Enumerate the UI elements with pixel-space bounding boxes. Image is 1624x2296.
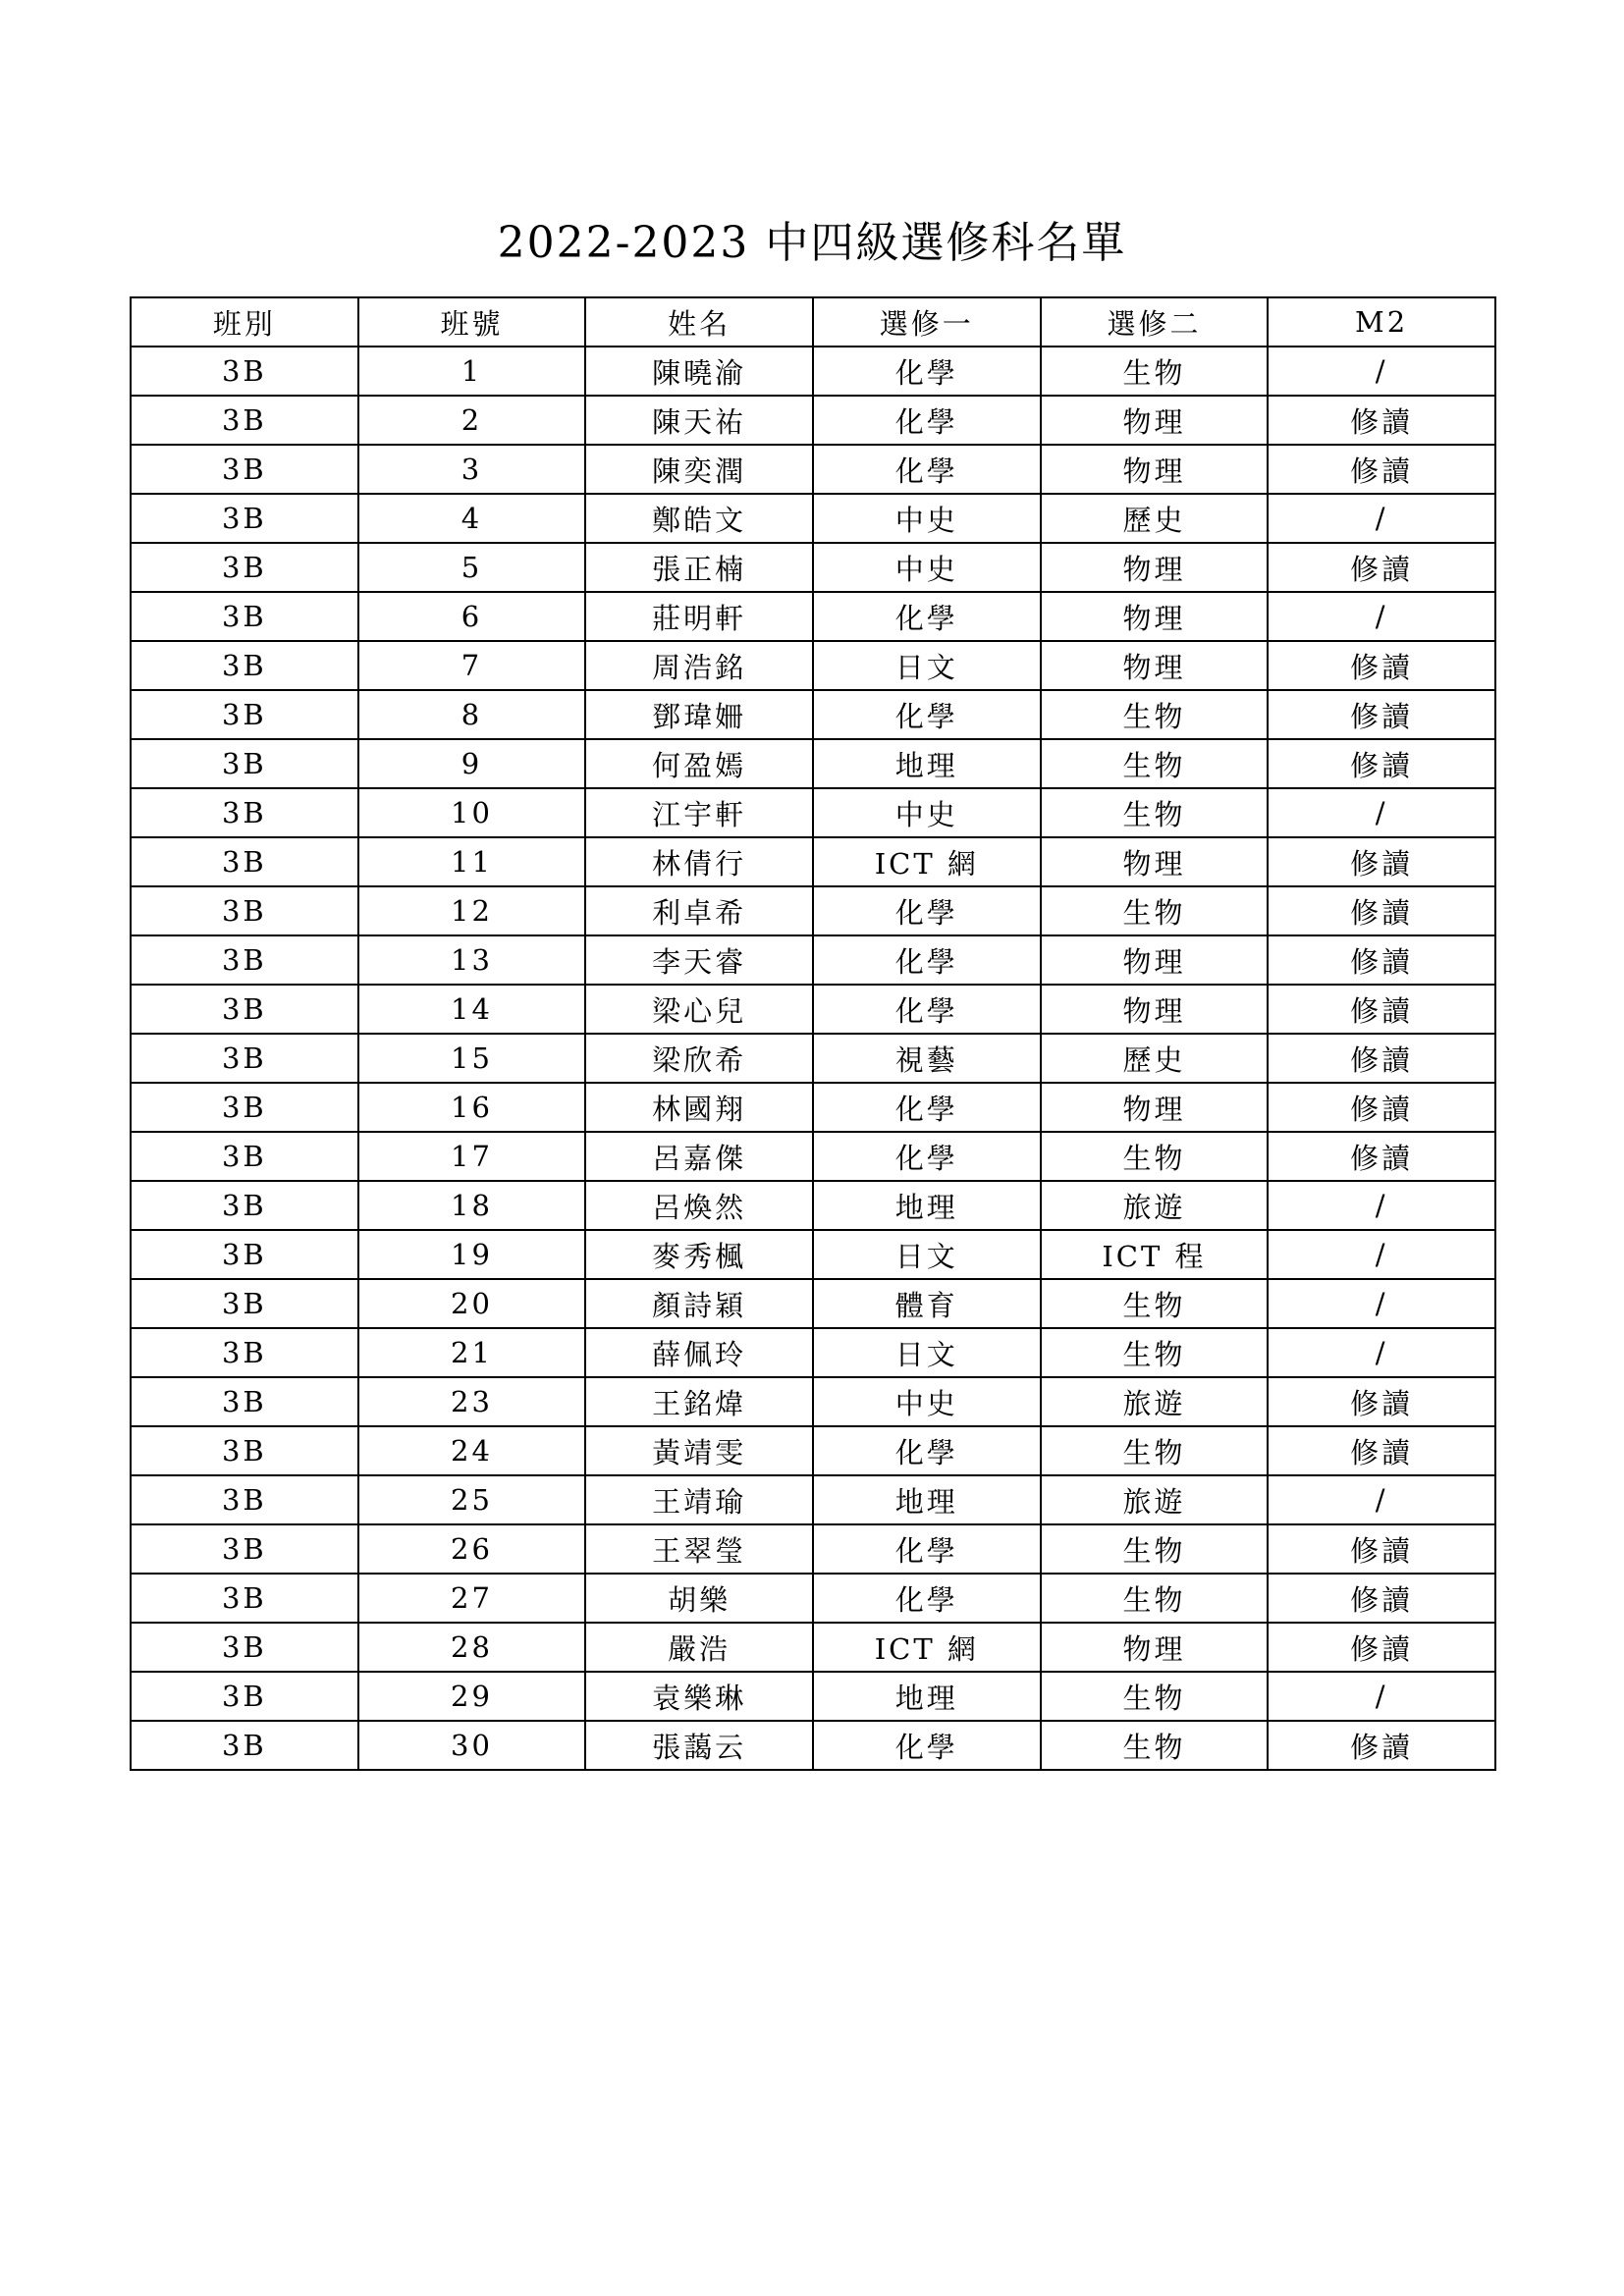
m2-cell: 修讀 (1268, 1524, 1495, 1574)
elective-2-cell: 生物 (1041, 690, 1269, 739)
class-cell: 3B (131, 641, 358, 690)
m2-cell: / (1268, 1328, 1495, 1377)
m2-cell: 修讀 (1268, 886, 1495, 935)
class-cell: 3B (131, 1328, 358, 1377)
elective-1-cell: 化學 (813, 445, 1041, 494)
elective-2-cell: 生物 (1041, 886, 1269, 935)
student-name-cell: 袁樂琳 (585, 1672, 813, 1721)
m2-cell: 修讀 (1268, 543, 1495, 592)
student-name-cell: 鄧瑋姍 (585, 690, 813, 739)
elective-1-cell: 日文 (813, 641, 1041, 690)
elective-1-cell: 化學 (813, 592, 1041, 641)
class-cell: 3B (131, 1574, 358, 1623)
elective-1-cell: 化學 (813, 1721, 1041, 1770)
m2-cell: 修讀 (1268, 396, 1495, 445)
elective-1-cell: 地理 (813, 739, 1041, 788)
table-row (131, 1475, 1495, 1524)
elective-1-cell: 化學 (813, 347, 1041, 396)
class-cell: 3B (131, 837, 358, 886)
class-number-cell: 19 (358, 1230, 586, 1279)
class-cell: 3B (131, 1132, 358, 1181)
class-number-cell: 9 (358, 739, 586, 788)
table-row (131, 1034, 1495, 1083)
class-cell: 3B (131, 935, 358, 985)
class-number-cell: 14 (358, 985, 586, 1034)
table-row (131, 1083, 1495, 1132)
table-row (131, 935, 1495, 985)
m2-cell: / (1268, 592, 1495, 641)
table-row (131, 1721, 1495, 1770)
m2-cell: 修讀 (1268, 1377, 1495, 1426)
class-number-cell: 17 (358, 1132, 586, 1181)
elective-2-cell: 物理 (1041, 935, 1269, 985)
elective-2-cell: 生物 (1041, 1672, 1269, 1721)
elective-2-cell: 生物 (1041, 1328, 1269, 1377)
class-cell: 3B (131, 1279, 358, 1328)
m2-cell: 修讀 (1268, 1623, 1495, 1672)
elective-1-cell: 化學 (813, 886, 1041, 935)
table-row (131, 690, 1495, 739)
elective-2-cell: 生物 (1041, 739, 1269, 788)
m2-cell: / (1268, 1181, 1495, 1230)
table-row (131, 1574, 1495, 1623)
page-title: 2022-2023 中四級選修科名單 (497, 218, 1127, 268)
student-name-cell: 李天睿 (585, 935, 813, 985)
class-number-cell: 25 (358, 1475, 586, 1524)
student-name-cell: 張藹云 (585, 1721, 813, 1770)
elective-1-cell: 中史 (813, 494, 1041, 543)
student-name-cell: 呂嘉傑 (585, 1132, 813, 1181)
table-row (131, 985, 1495, 1034)
student-name-cell: 梁欣希 (585, 1034, 813, 1083)
table-row (131, 1279, 1495, 1328)
student-name-cell: 呂煥然 (585, 1181, 813, 1230)
elective-2-cell: 物理 (1041, 837, 1269, 886)
class-cell: 3B (131, 985, 358, 1034)
m2-cell: 修讀 (1268, 690, 1495, 739)
m2-cell: / (1268, 1279, 1495, 1328)
elective-1-cell: ICT 網 (813, 1623, 1041, 1672)
student-name-cell: 陳奕潤 (585, 445, 813, 494)
table-row (131, 592, 1495, 641)
student-name-cell: 利卓希 (585, 886, 813, 935)
student-name-cell: 嚴浩 (585, 1623, 813, 1672)
student-name-cell: 何盈嫣 (585, 739, 813, 788)
class-number-cell: 15 (358, 1034, 586, 1083)
elective-1-cell: 化學 (813, 1574, 1041, 1623)
class-number-cell: 26 (358, 1524, 586, 1574)
student-name-cell: 林倩行 (585, 837, 813, 886)
class-number-cell: 2 (358, 396, 586, 445)
elective-1-cell: 化學 (813, 396, 1041, 445)
class-cell: 3B (131, 886, 358, 935)
table-row (131, 1672, 1495, 1721)
elective-1-cell: 化學 (813, 1132, 1041, 1181)
table-row (131, 788, 1495, 837)
elective-2-cell: 生物 (1041, 788, 1269, 837)
elective-1-cell: 日文 (813, 1230, 1041, 1279)
class-number-cell: 27 (358, 1574, 586, 1623)
table-row (131, 347, 1495, 396)
table-row (131, 739, 1495, 788)
m2-cell: 修讀 (1268, 445, 1495, 494)
table-row (131, 1377, 1495, 1426)
table-row (131, 641, 1495, 690)
student-name-cell: 周浩銘 (585, 641, 813, 690)
elective-1-cell: 中史 (813, 543, 1041, 592)
student-name-cell: 顏詩穎 (585, 1279, 813, 1328)
header-class: 班別 (131, 297, 358, 347)
table-row (131, 1623, 1495, 1672)
student-name-cell: 林國翔 (585, 1083, 813, 1132)
class-cell: 3B (131, 445, 358, 494)
class-cell: 3B (131, 396, 358, 445)
elective-1-cell: 地理 (813, 1181, 1041, 1230)
header-m2: M2 (1268, 297, 1495, 347)
class-cell: 3B (131, 1083, 358, 1132)
class-number-cell: 8 (358, 690, 586, 739)
elective-2-cell: 生物 (1041, 1279, 1269, 1328)
elective-1-cell: ICT 網 (813, 837, 1041, 886)
table-row (131, 543, 1495, 592)
class-number-cell: 29 (358, 1672, 586, 1721)
elective-2-cell: 旅遊 (1041, 1377, 1269, 1426)
class-cell: 3B (131, 1721, 358, 1770)
elective-2-cell: 生物 (1041, 347, 1269, 396)
elective-2-cell: 生物 (1041, 1574, 1269, 1623)
student-name-cell: 薛佩玲 (585, 1328, 813, 1377)
elective-1-cell: 體育 (813, 1279, 1041, 1328)
class-number-cell: 5 (358, 543, 586, 592)
elective-1-cell: 中史 (813, 1377, 1041, 1426)
student-name-cell: 陳曉渝 (585, 347, 813, 396)
elective-1-cell: 地理 (813, 1475, 1041, 1524)
elective-1-cell: 化學 (813, 1083, 1041, 1132)
elective-1-cell: 日文 (813, 1328, 1041, 1377)
m2-cell: 修讀 (1268, 739, 1495, 788)
class-number-cell: 20 (358, 1279, 586, 1328)
m2-cell: / (1268, 494, 1495, 543)
elective-roster-table (130, 296, 1496, 1771)
m2-cell: 修讀 (1268, 1132, 1495, 1181)
elective-2-cell: 生物 (1041, 1721, 1269, 1770)
class-number-cell: 18 (358, 1181, 586, 1230)
elective-2-cell: 旅遊 (1041, 1181, 1269, 1230)
class-cell: 3B (131, 543, 358, 592)
elective-2-cell: 物理 (1041, 641, 1269, 690)
class-cell: 3B (131, 1230, 358, 1279)
m2-cell: 修讀 (1268, 1426, 1495, 1475)
elective-1-cell: 中史 (813, 788, 1041, 837)
m2-cell: 修讀 (1268, 641, 1495, 690)
m2-cell: 修讀 (1268, 837, 1495, 886)
elective-1-cell: 化學 (813, 985, 1041, 1034)
class-cell: 3B (131, 788, 358, 837)
elective-1-cell: 化學 (813, 1524, 1041, 1574)
class-number-cell: 13 (358, 935, 586, 985)
table-row (131, 1524, 1495, 1574)
class-number-cell: 6 (358, 592, 586, 641)
table-row (131, 1328, 1495, 1377)
m2-cell: 修讀 (1268, 1083, 1495, 1132)
class-number-cell: 21 (358, 1328, 586, 1377)
class-number-cell: 7 (358, 641, 586, 690)
class-number-cell: 11 (358, 837, 586, 886)
table-header-row (131, 297, 1495, 347)
class-cell: 3B (131, 1524, 358, 1574)
student-name-cell: 王靖瑜 (585, 1475, 813, 1524)
class-cell: 3B (131, 1672, 358, 1721)
table-row (131, 1181, 1495, 1230)
elective-1-cell: 化學 (813, 1426, 1041, 1475)
header-elective-2: 選修二 (1041, 297, 1269, 347)
class-cell: 3B (131, 494, 358, 543)
m2-cell: / (1268, 788, 1495, 837)
class-cell: 3B (131, 739, 358, 788)
elective-2-cell: 生物 (1041, 1426, 1269, 1475)
student-name-cell: 胡樂 (585, 1574, 813, 1623)
m2-cell: / (1268, 347, 1495, 396)
class-cell: 3B (131, 1426, 358, 1475)
elective-2-cell: 生物 (1041, 1132, 1269, 1181)
class-cell: 3B (131, 592, 358, 641)
header-elective-1: 選修一 (813, 297, 1041, 347)
elective-2-cell: 物理 (1041, 396, 1269, 445)
student-name-cell: 鄭皓文 (585, 494, 813, 543)
elective-1-cell: 地理 (813, 1672, 1041, 1721)
elective-2-cell: 物理 (1041, 1623, 1269, 1672)
table-row (131, 445, 1495, 494)
student-name-cell: 江宇軒 (585, 788, 813, 837)
m2-cell: 修讀 (1268, 1721, 1495, 1770)
class-cell: 3B (131, 1623, 358, 1672)
elective-2-cell: 物理 (1041, 543, 1269, 592)
class-number-cell: 30 (358, 1721, 586, 1770)
m2-cell: 修讀 (1268, 935, 1495, 985)
class-number-cell: 4 (358, 494, 586, 543)
elective-2-cell: 物理 (1041, 592, 1269, 641)
class-number-cell: 24 (358, 1426, 586, 1475)
class-number-cell: 16 (358, 1083, 586, 1132)
header-name: 姓名 (585, 297, 813, 347)
class-number-cell: 3 (358, 445, 586, 494)
class-number-cell: 1 (358, 347, 586, 396)
student-name-cell: 黃靖雯 (585, 1426, 813, 1475)
elective-2-cell: 物理 (1041, 1083, 1269, 1132)
elective-2-cell: ICT 程 (1041, 1230, 1269, 1279)
student-name-cell: 梁心兒 (585, 985, 813, 1034)
class-number-cell: 10 (358, 788, 586, 837)
m2-cell: 修讀 (1268, 985, 1495, 1034)
table-row (131, 886, 1495, 935)
m2-cell: / (1268, 1672, 1495, 1721)
table-row (131, 837, 1495, 886)
table-body (131, 347, 1495, 1770)
table-row (131, 494, 1495, 543)
table-row (131, 1426, 1495, 1475)
student-name-cell: 王銘煒 (585, 1377, 813, 1426)
class-number-cell: 28 (358, 1623, 586, 1672)
student-name-cell: 張正楠 (585, 543, 813, 592)
table-row (131, 1230, 1495, 1279)
class-cell: 3B (131, 1181, 358, 1230)
table-row (131, 396, 1495, 445)
class-number-cell: 12 (358, 886, 586, 935)
m2-cell: 修讀 (1268, 1034, 1495, 1083)
class-cell: 3B (131, 690, 358, 739)
m2-cell: / (1268, 1475, 1495, 1524)
elective-2-cell: 旅遊 (1041, 1475, 1269, 1524)
m2-cell: 修讀 (1268, 1574, 1495, 1623)
table-row (131, 1132, 1495, 1181)
elective-1-cell: 視藝 (813, 1034, 1041, 1083)
class-cell: 3B (131, 1475, 358, 1524)
class-cell: 3B (131, 347, 358, 396)
class-cell: 3B (131, 1034, 358, 1083)
header-class-number: 班號 (358, 297, 586, 347)
student-name-cell: 陳天祐 (585, 396, 813, 445)
elective-1-cell: 化學 (813, 690, 1041, 739)
elective-2-cell: 物理 (1041, 985, 1269, 1034)
student-name-cell: 麥秀楓 (585, 1230, 813, 1279)
student-name-cell: 莊明軒 (585, 592, 813, 641)
elective-2-cell: 物理 (1041, 445, 1269, 494)
elective-1-cell: 化學 (813, 935, 1041, 985)
class-cell: 3B (131, 1377, 358, 1426)
class-number-cell: 23 (358, 1377, 586, 1426)
m2-cell: / (1268, 1230, 1495, 1279)
elective-2-cell: 生物 (1041, 1524, 1269, 1574)
elective-2-cell: 歷史 (1041, 1034, 1269, 1083)
elective-2-cell: 歷史 (1041, 494, 1269, 543)
student-name-cell: 王翠瑩 (585, 1524, 813, 1574)
